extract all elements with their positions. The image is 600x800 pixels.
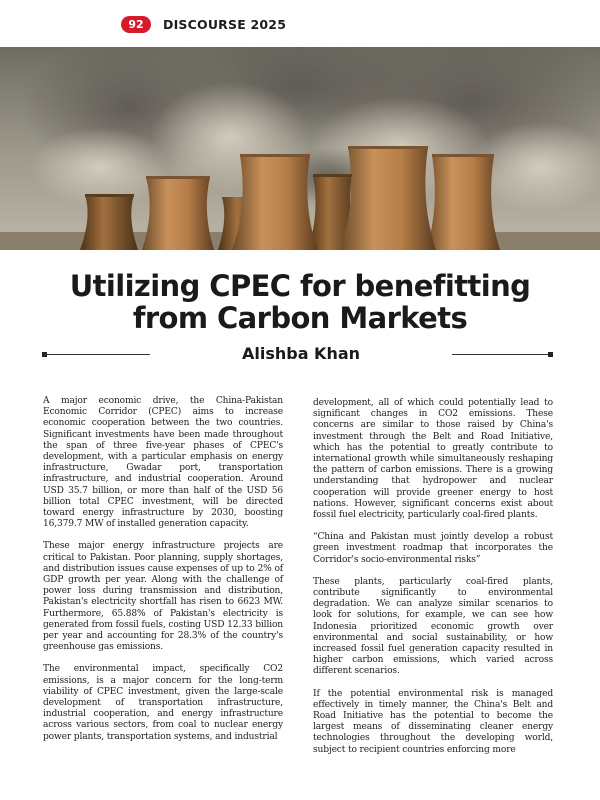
paragraph: These major energy infrastructure projects are critical to Pakistan. Poor planning, supply shortages, and distribution issues cause expenses of up to 2% of GDP growth per year. Along with the challenge of power loss during transmission and distribution, Pakistan's electricity shortfall has risen to 6623 MW. Furthermore, 65.88% of Pakistan's electricity is generated from fossil fuels, costing USD 12.33 billion per year and accounting for 28.3% of the country's greenhouse gas emissions. xyxy=(43,541,283,653)
article-title-line-2: from Carbon Markets xyxy=(132,301,468,335)
page-header xyxy=(0,0,600,47)
page-number-badge: 92 xyxy=(121,16,151,33)
byline-rule-right xyxy=(452,354,552,355)
cooling-towers-photo xyxy=(0,47,600,250)
article-title-line-1: Utilizing CPEC for benefitting xyxy=(69,269,531,303)
paragraph: These plants, particularly coal-fired plants, contribute significantly to environmental degradation. We can analyze similar scenarios to look for solutions, for example, we can see how Indonesia prioritized economic growth over environmental and social sustainability, or how increased fossil fuel generation capacity resulted in higher carbon emissions, which varied across different scenarios. xyxy=(313,576,553,677)
pull-quote: “China and Pakistan must jointly develop a robust green investment roadmap that incorporates the Corridor's socio-environmental risks” xyxy=(313,532,553,565)
paragraph: If the potential environmental risk is managed effectively in timely manner, the China's Belt and Road Initiative has the potential to become the largest means of disseminating cleaner energy technologies throughout the developing world, subject to recipient countries enforcing more xyxy=(313,688,553,755)
hero-image xyxy=(0,47,600,250)
paragraph: A major economic drive, the China-Pakistan Economic Corridor (CPEC) aims to increase economic cooperation between the two countries. Significant investments have been made throughout the span of three five-year phases of CPEC's development, with a particular emphasis on energy infrastructure, Gwadar port, transportation infrastructure, and industrial cooperation. Around USD 35.7 billion, or more than half of the USD 56 billion total CPEC investment, will be directed toward energy infrastructure by 2030, boosting 16,379.7 MW of installed generation capacity. xyxy=(43,396,283,530)
article-column-right xyxy=(313,398,553,767)
article-column-left xyxy=(43,396,283,754)
paragraph: development, all of which could potentially lead to significant changes in CO2 emissions. These concerns are similar to those raised by China's investment through the Belt and Road Initiative, which has the potential to greatly contribute to international growth while simultaneously reshaping the pattern of carbon emissions. There is a growing understanding that hydropower and nuclear cooperation will provide greener energy to host nations. However, significant concerns exist about fossil fuel electricity, particularly coal-fired plants. xyxy=(313,398,553,521)
magazine-title: DISCOURSE 2025 xyxy=(163,17,287,32)
author-name: Alishba Khan xyxy=(241,344,361,363)
article-title xyxy=(20,270,580,334)
paragraph: The environmental impact, specifically CO2 emissions, is a major concern for the long-term viability of CPEC investment, given the large-scale development of transportation infrastructure, industrial cooperation, and energy infrastructure across various sectors, from coal to nuclear energy power plants, transportation systems, and industrial xyxy=(43,664,283,742)
byline-rule-left xyxy=(44,354,150,355)
byline-rule-dot-right xyxy=(548,352,553,357)
